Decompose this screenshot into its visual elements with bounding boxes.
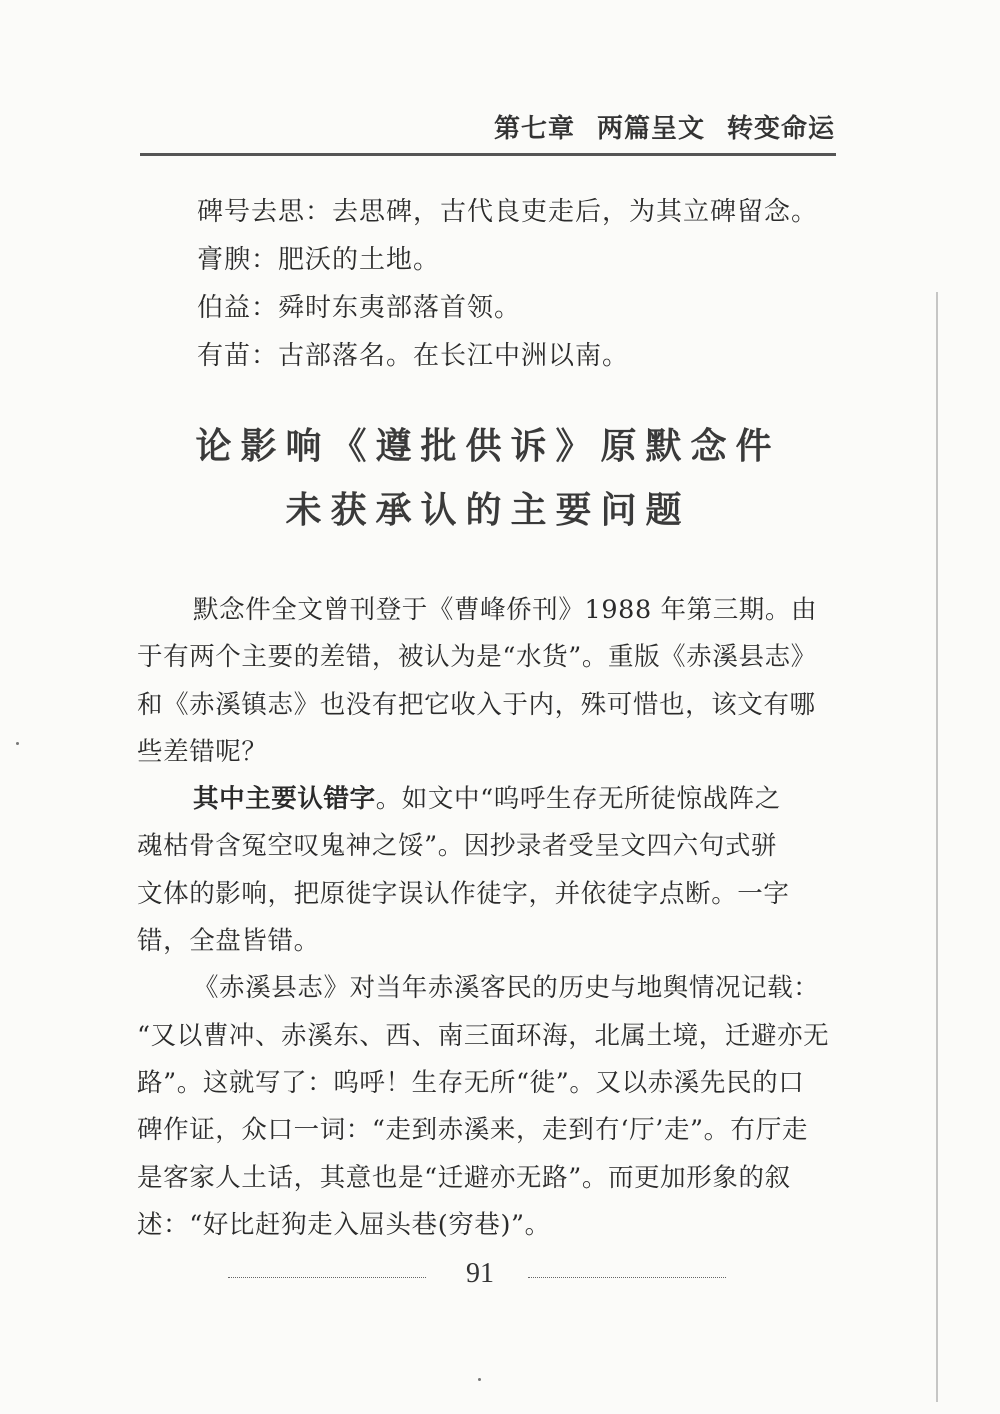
p1-line-3: 和《赤溪镇志》也没有把它收入于内，殊可惜也，该文有哪 [137, 689, 816, 720]
p1-line-2: 于有两个主要的差错，被认为是“水货”。重版《赤溪县志》 [137, 642, 817, 673]
p2-bold-lead: 其中主要认错字 [193, 784, 376, 815]
p3-line-4: 碑作证，众口一词：“走到赤溪来，走到冇‘厅’走”。冇厅走 [137, 1115, 809, 1146]
section-title-line-1: 论影响《遵批供诉》原默念件 [195, 425, 781, 467]
scan-speck [16, 742, 19, 745]
p1-line-4: 些差错呢？ [137, 736, 268, 767]
header-rule [140, 153, 836, 156]
header-chapter: 第七章 [493, 114, 575, 144]
p2-line-2: 魂枯骨含冤空叹鬼神之馁”。因抄录者受呈文四六句式骈 [137, 831, 778, 862]
header-part2: 转变命运 [726, 114, 835, 144]
p3-line-6: 述：“好比赶狗走入屈头巷(穷巷)”。 [137, 1209, 551, 1240]
p2-line-4: 错，全盘皆错。 [137, 926, 320, 957]
footnotes [197, 188, 837, 380]
page-edge-shadow [936, 292, 938, 1402]
paragraph-1 [137, 587, 837, 776]
p2-line-3: 文体的影响，把原徙字误认作徒字，并依徒字点断。一字 [137, 878, 790, 909]
note-3: 伯益：舜时东夷部落首领。 [197, 293, 522, 323]
note-1: 碑号去思：去思碑，古代良吏走后，为其立碑留念。 [197, 197, 819, 227]
scan-speck [478, 1378, 481, 1381]
p2-line-1 [137, 776, 837, 823]
p3-line-5: 是客家人土话，其意也是“迁避亦无路”。而更加形象的叙 [137, 1162, 791, 1193]
running-header [140, 108, 835, 156]
note-4: 有苗：古部落名。在长江中洲以南。 [197, 341, 630, 371]
p3-line-3: 路”。这就写了：呜呼！生存无所“徙”。又以赤溪先民的口 [137, 1067, 805, 1098]
note-2: 膏腴：肥沃的土地。 [197, 245, 441, 275]
section-title-line-2: 未获承认的主要问题 [285, 489, 691, 531]
header-part1: 两篇呈文 [596, 114, 705, 144]
page-number: 91 [466, 1258, 494, 1289]
paragraph-3 [137, 965, 837, 1249]
footer-rule-left [228, 1277, 426, 1279]
footer-rule-right [528, 1277, 726, 1279]
p3-line-1: 《赤溪县志》对当年赤溪客民的历史与地舆情况记载： [193, 973, 820, 1004]
p1-line-1: 默念件全文曾刊登于《曹峰侨刊》1988 年第三期。由 [193, 595, 818, 625]
paragraph-2 [137, 776, 837, 965]
p3-line-2: “又以曹冲、赤溪东、西、南三面环海，北属土境，迁避亦无 [137, 1020, 830, 1051]
p2-line-1-rest: 。如文中“呜呼生存无所徒惊战阵之 [375, 784, 781, 815]
body-text [137, 587, 837, 1249]
